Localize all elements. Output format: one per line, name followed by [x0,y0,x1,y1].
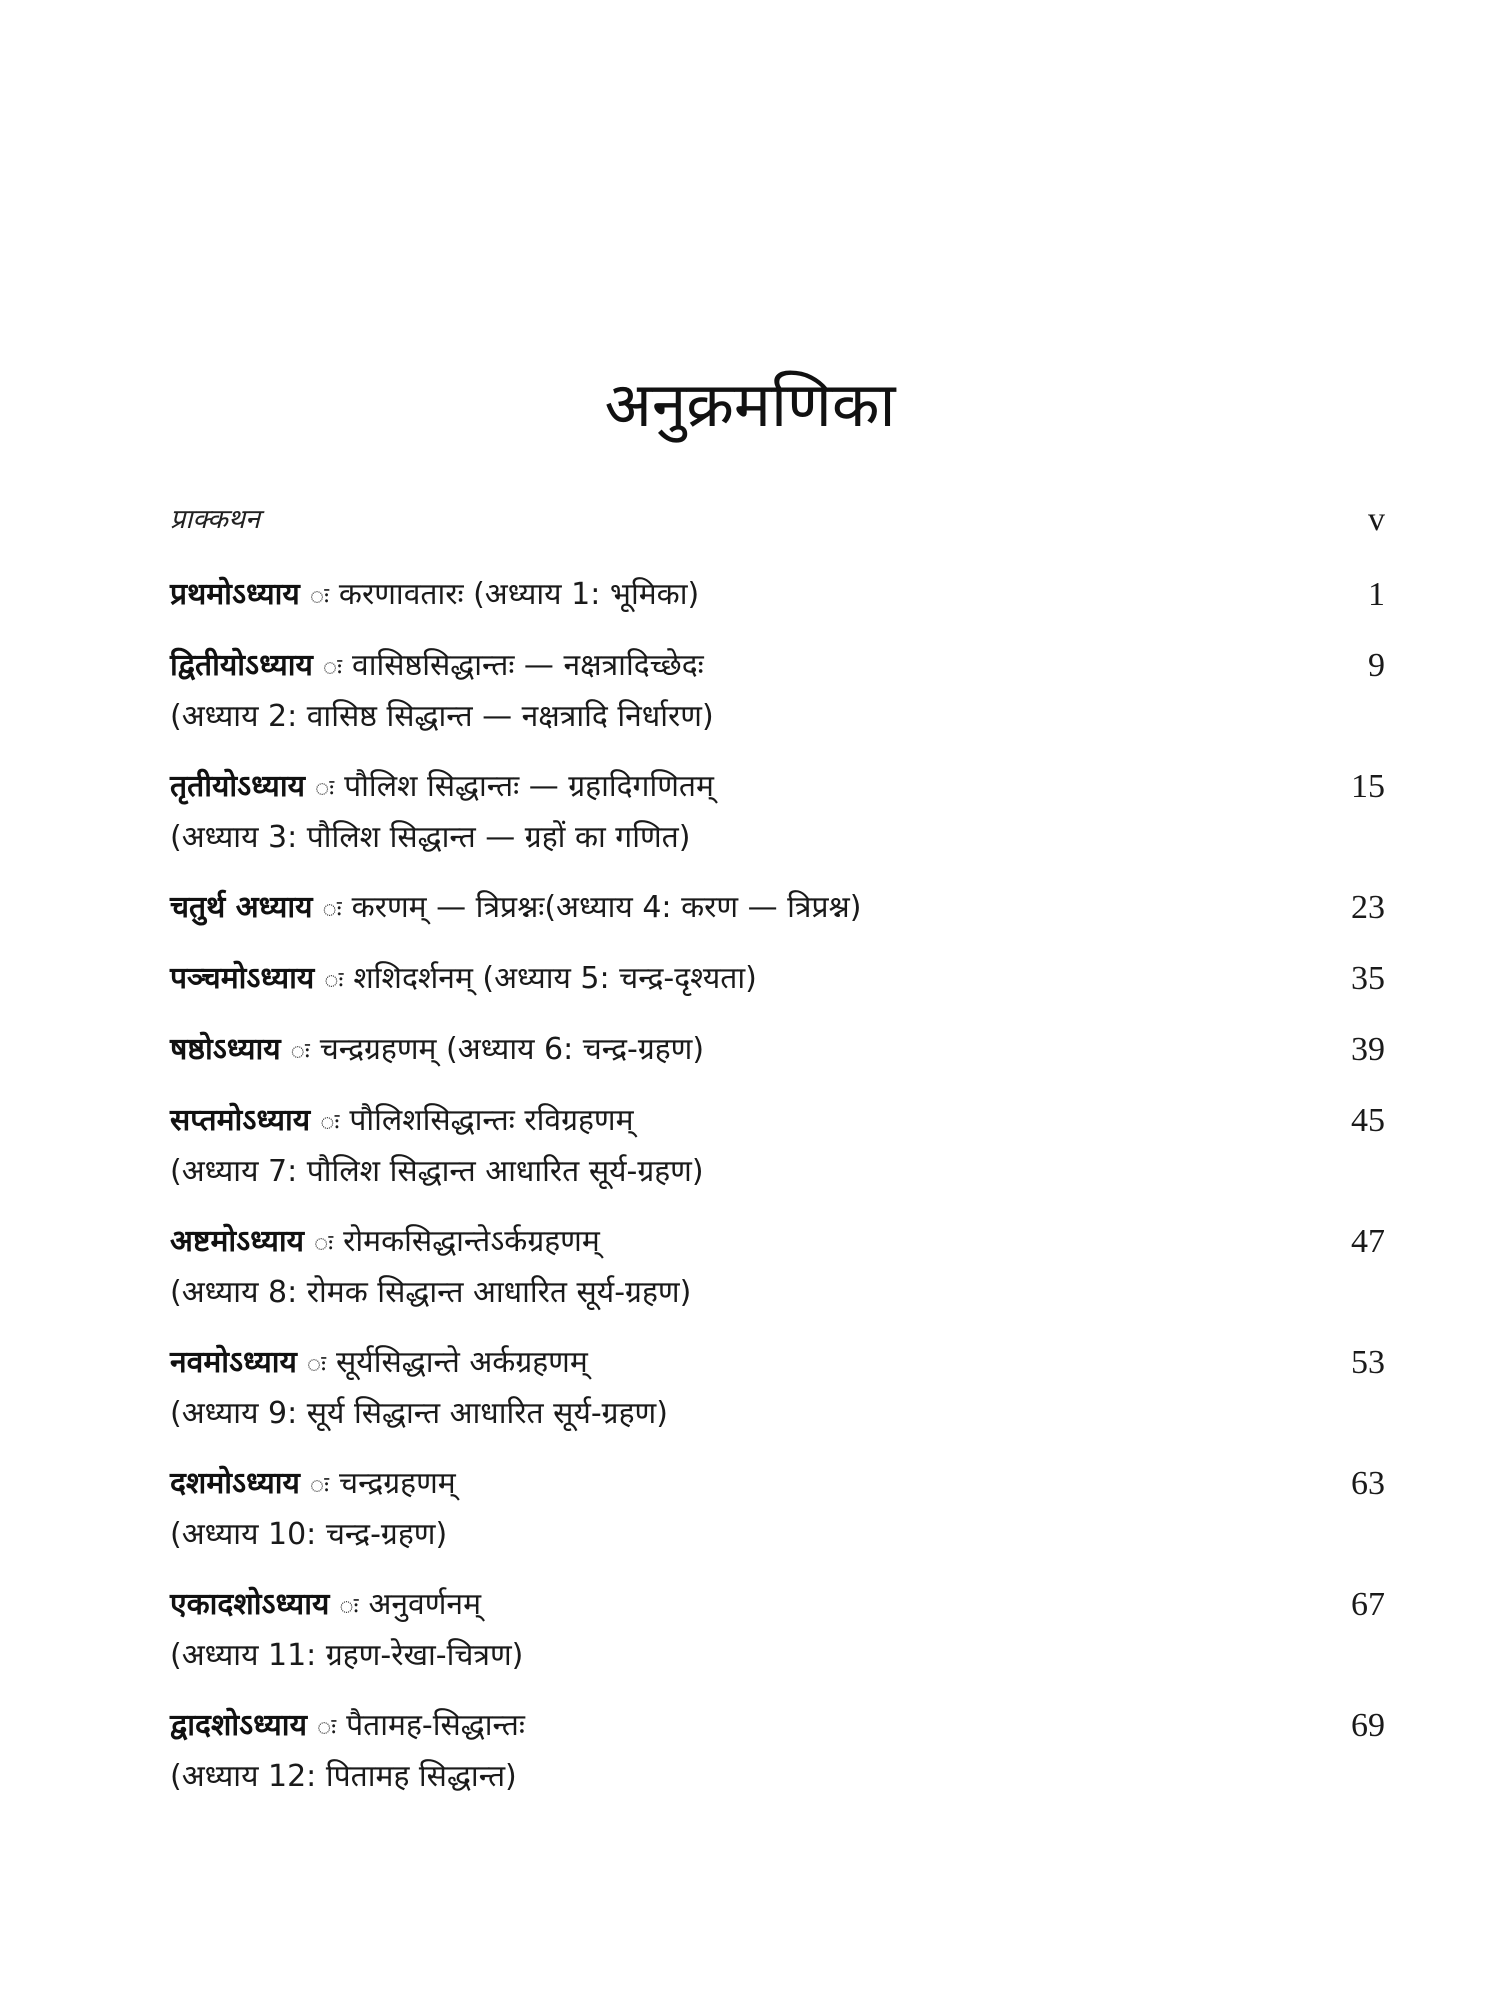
chapter-title: पैतामह-सिद्धान्तः [346,1708,525,1743]
toc-entry-line [170,641,1275,692]
toc-entry-line [170,1217,1275,1268]
page-title: अनुक्रमणिका [604,368,896,441]
separator: ः [306,1350,327,1378]
chapter-page-number: 69 [1351,1707,1385,1744]
toc-entry-line [170,762,1275,813]
separator: ः [322,653,343,681]
toc-entry-line [170,1338,1275,1389]
chapter-page-number: 53 [1351,1344,1385,1381]
chapter-title: चन्द्रग्रहणम् [339,1466,456,1501]
chapter-title: करणावतारः (अध्याय 1: भूमिका) [338,577,700,612]
toc-entry-11 [170,1580,1385,1681]
toc-entry-line [170,1096,1275,1147]
chapter-heading: एकादशोऽध्याय [170,1587,330,1622]
separator: ः [339,1592,359,1620]
toc-entry-12 [170,1701,1385,1802]
toc-entry-line [170,1580,1275,1631]
chapter-heading: प्रथमोऽध्याय [170,577,300,612]
toc-entry-4 [170,883,1385,934]
separator: ः [324,966,344,994]
separator: ः [309,582,329,610]
chapter-subtitle: (अध्याय 7: पौलिश सिद्धान्त आधारित सूर्य-ग्रहण) [170,1154,704,1189]
chapter-title: चन्द्रग्रहणम् (अध्याय 6: चन्द्र-ग्रहण) [319,1032,705,1067]
toc-entry-8 [170,1217,1385,1318]
chapter-title: पौलिशसिद्धान्तः रविग्रहणम् [349,1103,634,1138]
separator: ः [314,1229,334,1257]
chapter-heading: चतुर्थ अध्याय [170,890,313,925]
chapter-subtitle: (अध्याय 8: रोमक सिद्धान्त आधारित सूर्य-ग्रहण) [170,1275,692,1310]
chapter-page-number: 67 [1351,1586,1385,1623]
front-matter-page-number: v [1368,501,1385,538]
chapter-page-number: 23 [1351,889,1385,926]
chapter-page-number: 63 [1351,1465,1385,1502]
toc-entry-line [170,570,1275,621]
separator: ः [322,895,342,923]
chapter-heading: द्वितीयोऽध्याय [170,648,313,683]
chapter-title: रोमकसिद्धान्तेऽर्कग्रहणम् [343,1224,600,1259]
chapter-page-number: 35 [1351,960,1385,997]
separator: ः [316,1713,337,1741]
chapter-page-number: 39 [1351,1031,1385,1068]
front-matter-label: प्राक्कथन [170,504,261,535]
separator: ः [309,1471,330,1499]
toc-entry-line [170,1701,1275,1752]
chapter-subtitle: (अध्याय 10: चन्द्र-ग्रहण) [170,1517,448,1552]
separator: ः [320,1108,340,1136]
toc-entry-10 [170,1459,1385,1560]
toc-entry-line [170,1025,1275,1076]
chapter-heading: पञ्चमोऽध्याय [170,961,315,996]
separator: ः [315,774,335,802]
chapter-title: सूर्यसिद्धान्ते अर्कग्रहणम् [336,1345,588,1380]
toc-entry-line [170,883,1275,934]
chapter-subtitle: (अध्याय 3: पौलिश सिद्धान्त — ग्रहों का गणित) [170,820,691,855]
chapter-heading: नवमोऽध्याय [170,1345,297,1380]
chapter-title: अनुवर्णनम् [368,1587,482,1622]
chapter-page-number: 47 [1351,1223,1385,1260]
toc-entry-7 [170,1096,1385,1197]
chapter-title: वासिष्ठसिद्धान्तः — नक्षत्रादिच्छेदः [352,648,704,683]
toc-entry-3 [170,762,1385,863]
chapter-heading: सप्तमोऽध्याय [170,1103,311,1138]
toc-entry-line [170,1459,1275,1510]
chapter-subtitle: (अध्याय 12: पितामह सिद्धान्त) [170,1759,517,1794]
chapter-subtitle: (अध्याय 9: सूर्य सिद्धान्त आधारित सूर्य-ग्रहण) [170,1396,668,1431]
toc-entry-2 [170,641,1385,742]
chapter-page-number: 45 [1351,1102,1385,1139]
toc-front-matter [170,500,1385,540]
chapter-heading: षष्ठोऽध्याय [170,1032,281,1067]
chapter-heading: अष्टमोऽध्याय [170,1224,305,1259]
chapter-page-number: 9 [1368,647,1385,684]
chapter-subtitle: (अध्याय 2: वासिष्ठ सिद्धान्त — नक्षत्रादि निर्धारण) [170,699,714,734]
chapter-subtitle: (अध्याय 11: ग्रहण-रेखा-चित्रण) [170,1638,524,1673]
toc-entry-line [170,954,1275,1005]
toc-entry-9 [170,1338,1385,1439]
chapter-heading: तृतीयोऽध्याय [170,769,305,804]
chapter-page-number: 1 [1368,576,1385,613]
chapter-title: पौलिश सिद्धान्तः — ग्रहादिगणितम् [344,769,714,804]
table-of-contents [170,500,1385,1822]
chapter-heading: द्वादशोऽध्याय [170,1708,307,1743]
toc-entry-1 [170,570,1385,621]
toc-entry-6 [170,1025,1385,1076]
separator: ः [290,1037,310,1065]
chapter-title: शशिदर्शनम् (अध्याय 5: चन्द्र-दृश्यता) [353,961,757,996]
chapter-heading: दशमोऽध्याय [170,1466,300,1501]
toc-entry-5 [170,954,1385,1005]
chapter-title: करणम् — त्रिप्रश्नः(अध्याय 4: करण — त्रिप्रश्न) [351,890,862,925]
chapter-page-number: 15 [1351,768,1385,805]
